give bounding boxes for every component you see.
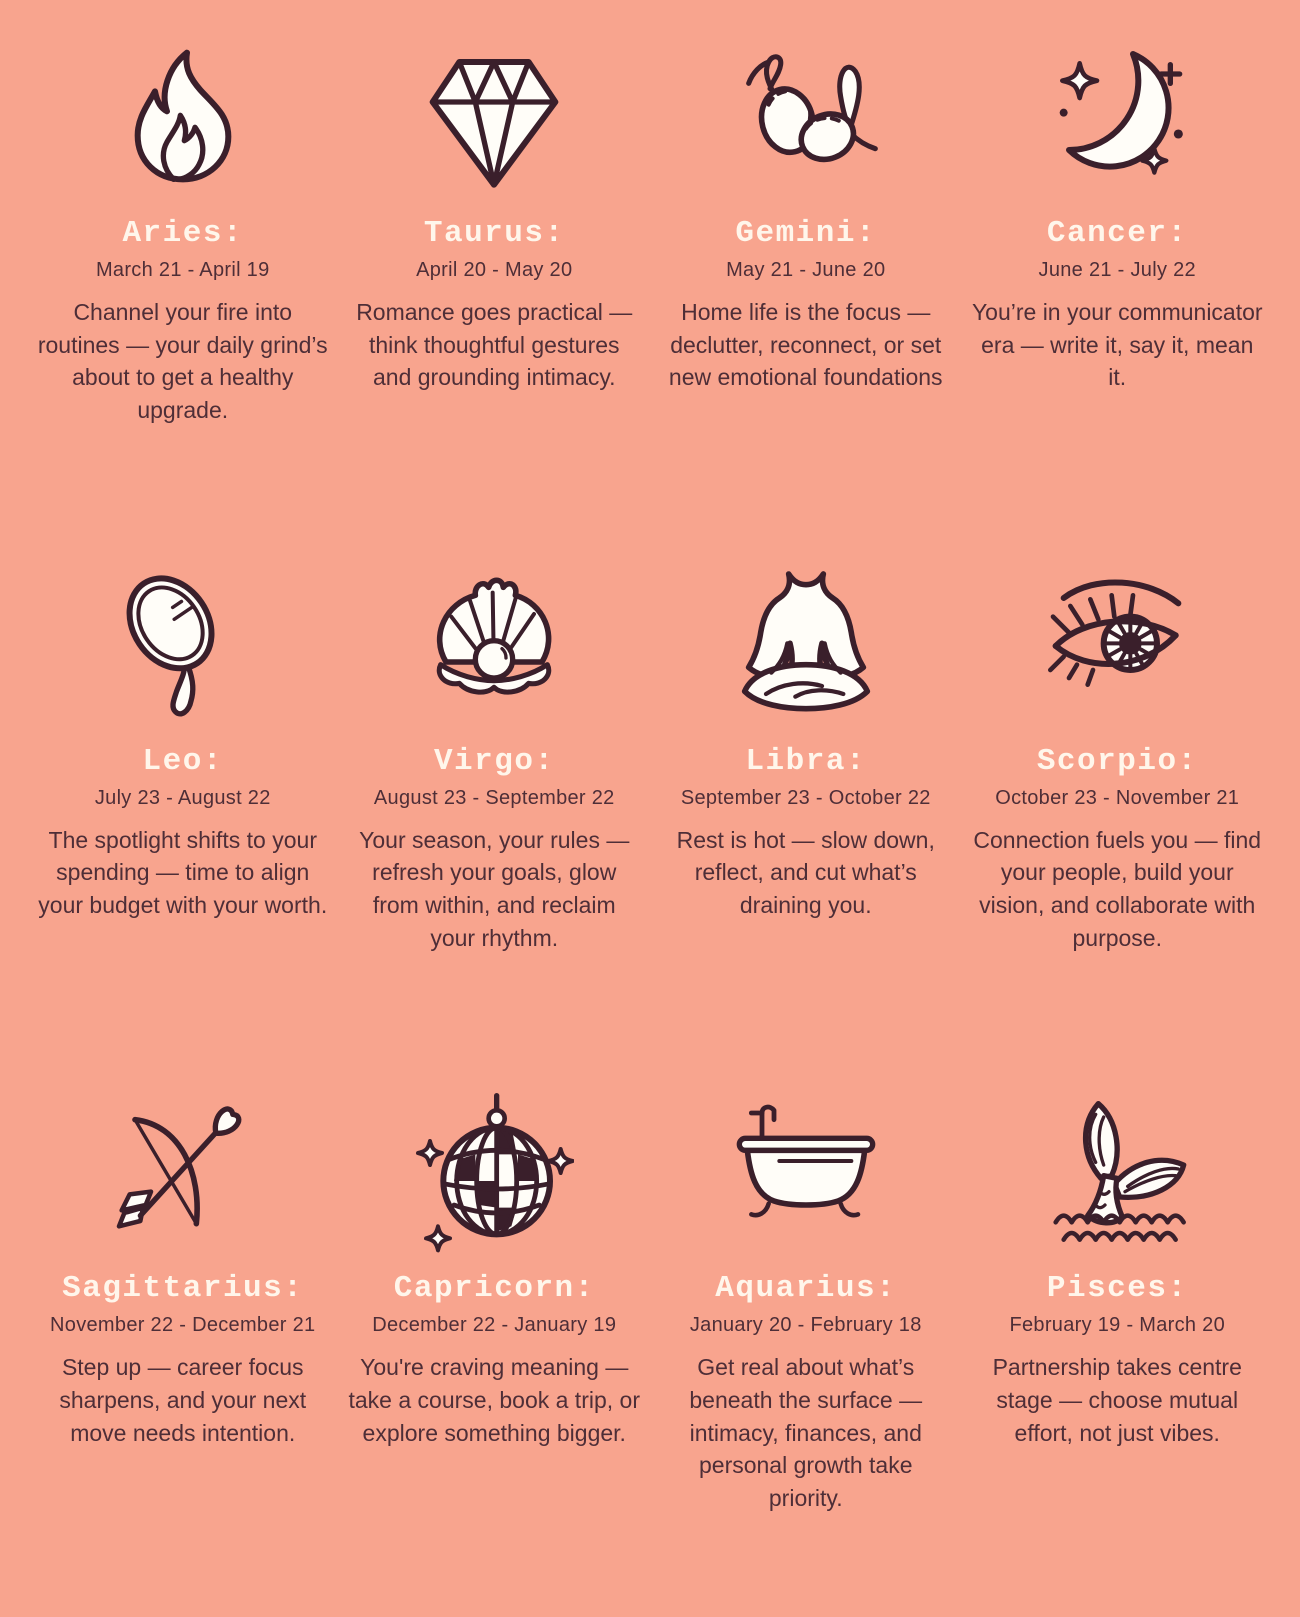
- sign-dates: March 21 - April 19: [95, 259, 270, 281]
- sign-name: Gemini:: [735, 216, 877, 251]
- sign-dates: December 22 - January 19: [372, 1314, 617, 1337]
- sign-name: Taurus:: [423, 216, 565, 251]
- bow-arrow-icon: [36, 1083, 330, 1263]
- bra-icon: [659, 28, 953, 208]
- sign-description: Rest is hot — slow down, reflect, and cut what’s draining you.: [676, 826, 935, 918]
- sign-description: You’re in your communicator era — write it, say it, mean it.: [971, 299, 1263, 391]
- sign-name: Pisces:: [1046, 1271, 1188, 1307]
- sign-description: Channel your fire into routines — your daily grind’s about to get a healthy upgrade.: [37, 299, 328, 423]
- sign-dates: June 21 - July 22: [1038, 259, 1196, 281]
- sign-name: Virgo:: [433, 743, 555, 779]
- sign-name: Scorpio:: [1036, 743, 1198, 779]
- sign-card-virgo: [342, 556, 648, 1084]
- sign-dates: May 21 - June 20: [726, 259, 886, 281]
- sign-dates: February 19 - March 20: [1009, 1314, 1226, 1337]
- sign-dates: November 22 - December 21: [50, 1314, 316, 1337]
- sign-card-aries: [30, 28, 336, 556]
- sign-description: The spotlight shifts to your spending — time to align your budget with your worth.: [38, 826, 328, 918]
- sign-name: Sagittarius:: [62, 1271, 304, 1307]
- sign-card-leo: [30, 556, 336, 1084]
- sign-card-scorpio: [965, 556, 1271, 1084]
- sign-name: Aries:: [122, 216, 244, 251]
- sign-dates: January 20 - February 18: [689, 1314, 922, 1337]
- sign-dates: October 23 - November 21: [995, 786, 1240, 809]
- sign-card-gemini: [653, 28, 959, 556]
- sign-card-cancer: [965, 28, 1271, 556]
- sign-description: Your season, your rules — refresh your goals, glow from within, and reclaim your rhythm.: [359, 826, 630, 951]
- disco-ball-icon: [348, 1083, 642, 1263]
- sign-description: Get real about what’s beneath the surface — intimacy, finances, and personal growth take priority.: [689, 1354, 923, 1511]
- sign-name: Cancer:: [1046, 216, 1188, 251]
- sign-dates: September 23 - October 22: [680, 786, 931, 809]
- sign-card-taurus: [342, 28, 648, 556]
- sign-dates: August 23 - September 22: [373, 786, 615, 809]
- shell-pearl-icon: [348, 556, 642, 736]
- bathtub-icon: [659, 1083, 953, 1263]
- sign-description: Connection fuels you — find your people, build your vision, and collaborate with purpose.: [973, 826, 1262, 951]
- sign-name: Capricorn:: [393, 1271, 595, 1307]
- sign-description: Home life is the focus — declutter, reconnect, or set new emotional foundations: [668, 299, 943, 391]
- sign-name: Leo:: [142, 743, 223, 779]
- sign-card-pisces: [965, 1083, 1271, 1611]
- sign-card-aquarius: [653, 1083, 959, 1611]
- sign-card-libra: [653, 556, 959, 1084]
- sign-name: Libra:: [745, 743, 867, 779]
- diamond-icon: [348, 28, 642, 208]
- eye-icon: [971, 556, 1265, 736]
- sign-card-capricorn: [342, 1083, 648, 1611]
- sign-dates: April 20 - May 20: [416, 259, 573, 281]
- sign-name: Aquarius:: [715, 1271, 897, 1307]
- sign-description: Romance goes practical — think thoughtful gestures and grounding intimacy.: [356, 299, 633, 391]
- sign-card-sagittarius: [30, 1083, 336, 1611]
- sign-dates: July 23 - August 22: [94, 786, 271, 809]
- meditation-icon: [659, 556, 953, 736]
- hand-mirror-icon: [36, 556, 330, 736]
- sign-description: You're craving meaning — take a course, book a trip, or explore something bigger.: [348, 1354, 640, 1446]
- sign-description: Step up — career focus sharpens, and your next move needs intention.: [59, 1354, 307, 1446]
- sign-description: Partnership takes centre stage — choose mutual effort, not just vibes.: [992, 1354, 1242, 1446]
- moon-sparkles-icon: [971, 28, 1265, 208]
- mermaid-tail-icon: [971, 1083, 1265, 1263]
- flame-icon: [36, 28, 330, 208]
